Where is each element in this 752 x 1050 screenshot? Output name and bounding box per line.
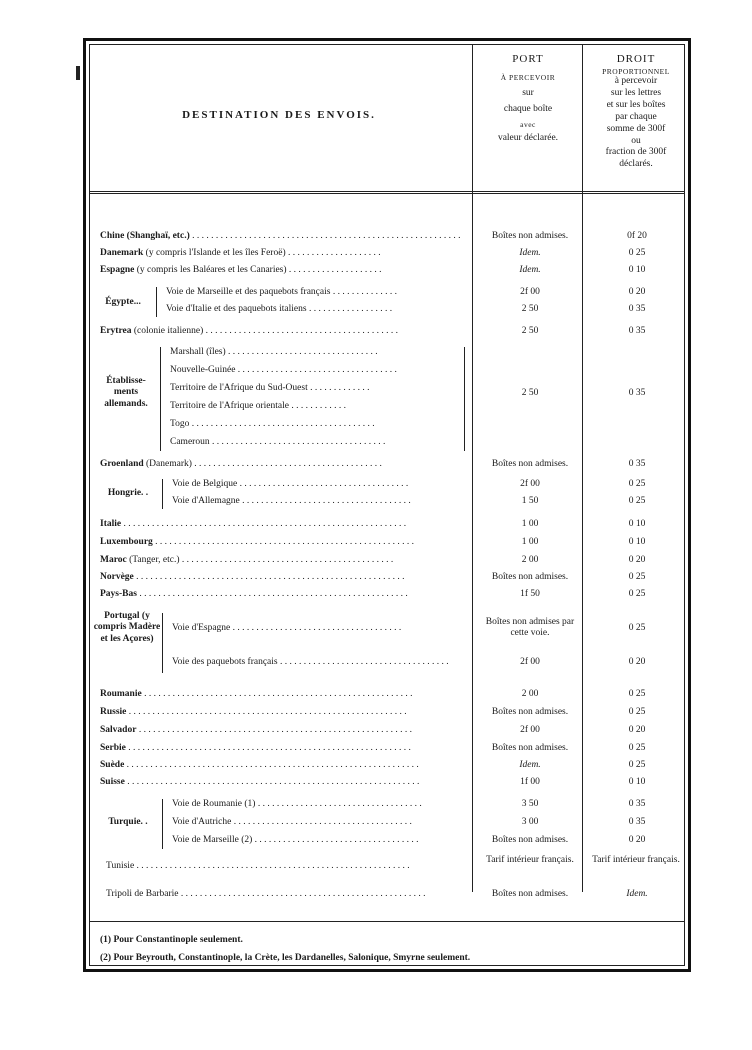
droit-value: 0 25: [628, 707, 646, 717]
port-value: Boîtes non admises.: [491, 572, 569, 582]
destination-name: Italie: [100, 519, 122, 529]
destination-detail: (colonie italienne): [131, 326, 204, 336]
leader-dots: . . . . . . . . . . . . . . . . . . . . . . . . . . . . . . . . . . . . . . . . . . . . . . . . . . . . . . . . . .: [136, 725, 412, 735]
port-value: 2f 00: [520, 287, 540, 297]
port-header-line: À PERCEVOIR: [500, 72, 556, 82]
droit-header: [586, 53, 686, 171]
port-value: 2 50: [521, 304, 539, 314]
route-name: Voie de Belgique: [172, 479, 238, 489]
droit-header-line: par chaque: [615, 111, 657, 122]
port-header-line: sur: [522, 88, 534, 99]
leader-dots: . . . . . . . . . . . .: [288, 401, 346, 411]
droit-value: 0 35: [628, 817, 646, 827]
leader-dots: . . . . . . . . . . . . . . . . . . . . . . . . . . . . . . . . . . . . . . . . . . . . . . . . . . . .: [178, 889, 426, 899]
brace: [162, 479, 163, 509]
route-name: Voie de Marseille et des paquebots français: [166, 287, 331, 297]
territory-name: Marshall (îles): [170, 347, 226, 357]
leader-dots: . . . . . . . . . . . . . . . . . . . . . . . . . . . . . . . . . . . . . . . . . . . . . . . . . . . . . . . . . . . . . .: [124, 760, 419, 770]
droit-value: 0 25: [628, 689, 646, 699]
port-value: 1f 00: [520, 777, 540, 787]
group-label: Égypte...: [105, 297, 141, 307]
droit-value: Tarif intérieur français.: [592, 855, 680, 865]
leader-dots: . . . . . . . . . . . . . . . . . . . . . . . . . . . . . . . . . . . . . . .: [189, 419, 375, 429]
destination-name: Danemark: [100, 248, 144, 258]
port-value: 1f 50: [520, 589, 540, 599]
leader-dots: . . . . . . . . . . . . . . . . . . . . . . . . . . . . . . . . . . . . . . . . . . . . .: [179, 555, 394, 565]
leader-dots: . . . . . . . . . . . . . . . . . . . . . . . . . . . . . . . . . . . . . . . . . . . . . . . . . . . . . . . . . . . .: [121, 519, 407, 529]
territory-name: Togo: [170, 419, 190, 429]
droit-header-line: à percevoir: [614, 76, 658, 87]
droit-header-line: PROPORTIONNEL: [602, 66, 670, 76]
leader-dots: . . . . . . . . . . . . . . . . . . . . . . . . . . . . . . . . . . . . . . . . . . . . . . . . . . . . . . . . . .: [134, 861, 410, 871]
droit-value: 0 35: [628, 388, 646, 398]
group-label: Hongrie. .: [107, 488, 149, 498]
port-header-line: valeur déclarée.: [497, 133, 559, 144]
port-header: [474, 53, 582, 145]
droit-value: 0 10: [628, 265, 646, 275]
port-value: 2 50: [521, 388, 539, 398]
destination-name: Tripoli de Barbarie: [106, 889, 179, 899]
leader-dots: . . . . . . . . . . . . . . . . . . . . . . . . . . . . . . . . . . . . . . . . . . . . . . . . . . . . . . . . . . . .: [125, 743, 411, 753]
brace: [156, 287, 157, 317]
brace: [162, 613, 163, 673]
port-value: 3 00: [521, 817, 539, 827]
route-name: Voie d'Autriche: [172, 817, 232, 827]
leader-dots: . . . . . . . . . . . . . . . . . . . . . . . . . . . . . . . . . . . . . . . . . . . . . . . . . . . . . . .: [152, 537, 415, 547]
brace: [162, 799, 163, 849]
droit-value: 0 10: [628, 537, 646, 547]
droit-value: 0 25: [628, 479, 646, 489]
droit-value: 0 10: [628, 777, 646, 787]
droit-value: 0 35: [628, 799, 646, 809]
territory-name: Territoire de l'Afrique orientale: [170, 401, 289, 411]
scan-mark: [76, 66, 80, 80]
leader-dots: . . . . . . . . . . . . . . . . . . . . . . . . . . . . . . . . . . . .: [237, 479, 409, 489]
port-value: 3 50: [521, 799, 539, 809]
route-name: Voie d'Espagne: [172, 623, 231, 633]
leader-dots: . . . . . . . . . . . . .: [307, 383, 370, 393]
port-value: 2 50: [521, 326, 539, 336]
destination-name: Luxembourg: [100, 537, 153, 547]
destination-name: Roumanie: [100, 689, 142, 699]
destination-name: Érytrea: [100, 326, 132, 336]
leader-dots: . . . . . . . . . . . . . . . . . .: [306, 304, 393, 314]
territory-name: Territoire de l'Afrique du Sud-Ouest: [170, 383, 308, 393]
leader-dots: . . . . . . . . . . . . . . . . . . . . . . . . . . . . . . . . . . . . . . . . . . . . . . . . . . . . . . . . .: [141, 689, 413, 699]
group-label: Portugal (y compris Madère et les Açores): [93, 611, 161, 644]
leader-dots: . . . . . . . . . . . . . . . . . . . .: [286, 265, 382, 275]
port-value: 2f 00: [520, 725, 540, 735]
destination-name: Suisse: [100, 777, 125, 787]
destination-header: DESTINATION DES ENVOIS.: [182, 109, 376, 121]
port-value: Idem.: [519, 265, 541, 275]
destination-name: Salvador: [100, 725, 137, 735]
destination-name: Serbie: [100, 743, 126, 753]
destination-name: Chine (Shanghaï, etc.): [100, 231, 190, 241]
droit-value: 0 20: [628, 287, 646, 297]
droit-value: 0 20: [628, 555, 646, 565]
leader-dots: . . . . . . . . . . . . . . . . . . . . . . . . . . . . . . . . . . . . . . . . . . . . . . . . . . . . . . . . .: [133, 572, 405, 582]
destination-name: Suède: [100, 760, 125, 770]
droit-value: 0 25: [628, 623, 646, 633]
droit-value: 0 35: [628, 459, 646, 469]
territory-name: Cameroun: [170, 437, 210, 447]
brace: [464, 347, 465, 451]
destination-name: Espagne: [100, 265, 135, 275]
route-name: Voie de Marseille (2): [172, 835, 253, 845]
droit-value: 0 25: [628, 572, 646, 582]
leader-dots: . . . . . . . . . . . . . . . . . . . . . . . . . . . . . . . . . . .: [255, 799, 422, 809]
droit-value: 0 20: [628, 725, 646, 735]
leader-dots: . . . . . . . . . . . . . . . . . . . . . . . . . . . . . . . . . . . . . . . . .: [203, 326, 398, 336]
port-value: Idem.: [519, 248, 541, 258]
destination-name: Norvège: [100, 572, 134, 582]
brace: [160, 347, 161, 451]
destination-name: Tunisie: [106, 861, 135, 871]
port-value: 2f 00: [520, 657, 540, 667]
port-header-line: chaque boîte: [503, 104, 553, 114]
territory-name: Nouvelle-Guinée: [170, 365, 236, 375]
droit-value: 0 20: [628, 657, 646, 667]
droit-header-line: et sur les boîtes: [606, 99, 666, 110]
column-divider-1: [472, 45, 473, 892]
port-value: Boîtes non admises.: [491, 743, 569, 753]
footer-rule: [90, 921, 684, 922]
destination-detail: (Danemark): [143, 459, 192, 469]
droit-value: 0 25: [628, 248, 646, 258]
destination-name: Russie: [100, 707, 127, 717]
leader-dots: . . . . . . . . . . . . . . . . . . . . . . . . . . . . . . . . . . .: [252, 835, 419, 845]
leader-dots: . . . . . . . . . . . . . . . . . . . . . . . . . . . . . . . . . . . . . . . . . . . . . . . . . . . . . . . . . . .: [126, 707, 407, 717]
port-value: 2 00: [521, 689, 539, 699]
leader-dots: . . . . . . . . . . . . . . . . . . . .: [285, 248, 381, 258]
leader-dots: . . . . . . . . . . . . . . . . . . . . . . . . . . . . . . . . . . . . .: [209, 437, 386, 447]
port-value: Tarif intérieur français.: [486, 855, 574, 865]
port-value: 2f 00: [520, 479, 540, 489]
port-value: 2 00: [521, 555, 539, 565]
droit-value: 0 25: [628, 589, 646, 599]
destination-detail: (y compris les Baléares et les Canaries): [134, 265, 287, 275]
droit-value: 0 25: [628, 760, 646, 770]
route-name: Voie d'Italie et des paquebots italiens: [166, 304, 307, 314]
port-value: Boîtes non admises.: [491, 459, 569, 469]
droit-value: 0 25: [628, 496, 646, 506]
route-name: Voie de Roumanie (1): [172, 799, 256, 809]
route-name: Voie d'Allemagne: [172, 496, 240, 506]
port-value: 1 50: [521, 496, 539, 506]
leader-dots: . . . . . . . . . . . . . .: [330, 287, 397, 297]
destination-name: Groenland: [100, 459, 144, 469]
group-label: Établisse-ments allemands.: [104, 376, 148, 409]
droit-header-line: DROIT: [616, 53, 656, 65]
port-value: 1 00: [521, 519, 539, 529]
destination-detail: (y compris l'Islande et les îles Feroë): [143, 248, 286, 258]
group-label: Turquie. .: [108, 817, 148, 827]
droit-value: 0f 20: [627, 231, 647, 241]
leader-dots: . . . . . . . . . . . . . . . . . . . . . . . . . . . . . . . . . .: [235, 365, 397, 375]
port-value: 1 00: [521, 537, 539, 547]
route-name: Voie des paquebots français: [172, 657, 278, 667]
destination-name: Maroc: [100, 555, 127, 565]
droit-header-line: ou: [631, 135, 641, 146]
header-rule-2: [90, 193, 684, 194]
footnote-2: (2) Pour Beyrouth, Constantinople, la Crète, les Dardanelles, Salonique, Smyrne seulement.: [100, 953, 471, 964]
port-value: Boîtes non admises.: [491, 835, 569, 845]
droit-header-line: déclarés.: [619, 159, 653, 170]
droit-header-line: fraction de 300f: [605, 147, 667, 158]
port-value: Boîtes non admises par cette voie.: [485, 617, 575, 639]
footnotes: [100, 931, 470, 967]
destination-name: Pays-Bas: [100, 589, 137, 599]
port-value: Idem.: [519, 760, 541, 770]
port-value: Boîtes non admises.: [491, 889, 569, 899]
droit-value: 0 25: [628, 743, 646, 753]
header-rule: [90, 191, 684, 192]
leader-dots: . . . . . . . . . . . . . . . . . . . . . . . . . . . . . . . . . . . . . . . . . . . . . . . . . . . . . . . . . . . . . .: [124, 777, 420, 787]
destination-detail: (Tanger, etc.): [126, 555, 180, 565]
droit-header-line: sur les lettres: [610, 88, 662, 98]
leader-dots: . . . . . . . . . . . . . . . . . . . . . . . . . . . . . . . . . . . .: [277, 657, 449, 667]
droit-value: 0 10: [628, 519, 646, 529]
leader-dots: . . . . . . . . . . . . . . . . . . . . . . . . . . . . . . . . . . . .: [239, 496, 411, 506]
port-header-line: avec: [520, 119, 536, 129]
leader-dots: . . . . . . . . . . . . . . . . . . . . . . . . . . . . . . . . . . . . . . . .: [191, 459, 382, 469]
droit-value: 0 35: [628, 326, 646, 336]
droit-value: 0 35: [628, 304, 646, 314]
port-value: Boîtes non admises.: [491, 231, 569, 241]
leader-dots: . . . . . . . . . . . . . . . . . . . . . . . . . . . . . . . . . . . .: [230, 623, 402, 633]
leader-dots: . . . . . . . . . . . . . . . . . . . . . . . . . . . . . . . . . . . . . .: [231, 817, 412, 827]
leader-dots: . . . . . . . . . . . . . . . . . . . . . . . . . . . . . . . . . . . . . . . . . . . . . . . . . . . . . . . . .: [136, 589, 408, 599]
droit-value: Idem.: [626, 889, 648, 899]
droit-header-line: somme de 300f: [606, 123, 666, 134]
port-header-line: PORT: [512, 53, 544, 65]
tariff-table: [83, 38, 691, 972]
droit-value: 0 20: [628, 835, 646, 845]
footnote-1: (1) Pour Constantinople seulement.: [100, 935, 243, 945]
port-value: Boîtes non admises.: [491, 707, 569, 717]
leader-dots: . . . . . . . . . . . . . . . . . . . . . . . . . . . . . . . .: [225, 347, 378, 357]
leader-dots: . . . . . . . . . . . . . . . . . . . . . . . . . . . . . . . . . . . . . . . . . . . . . . . . . . . . . . . . .: [189, 231, 461, 241]
